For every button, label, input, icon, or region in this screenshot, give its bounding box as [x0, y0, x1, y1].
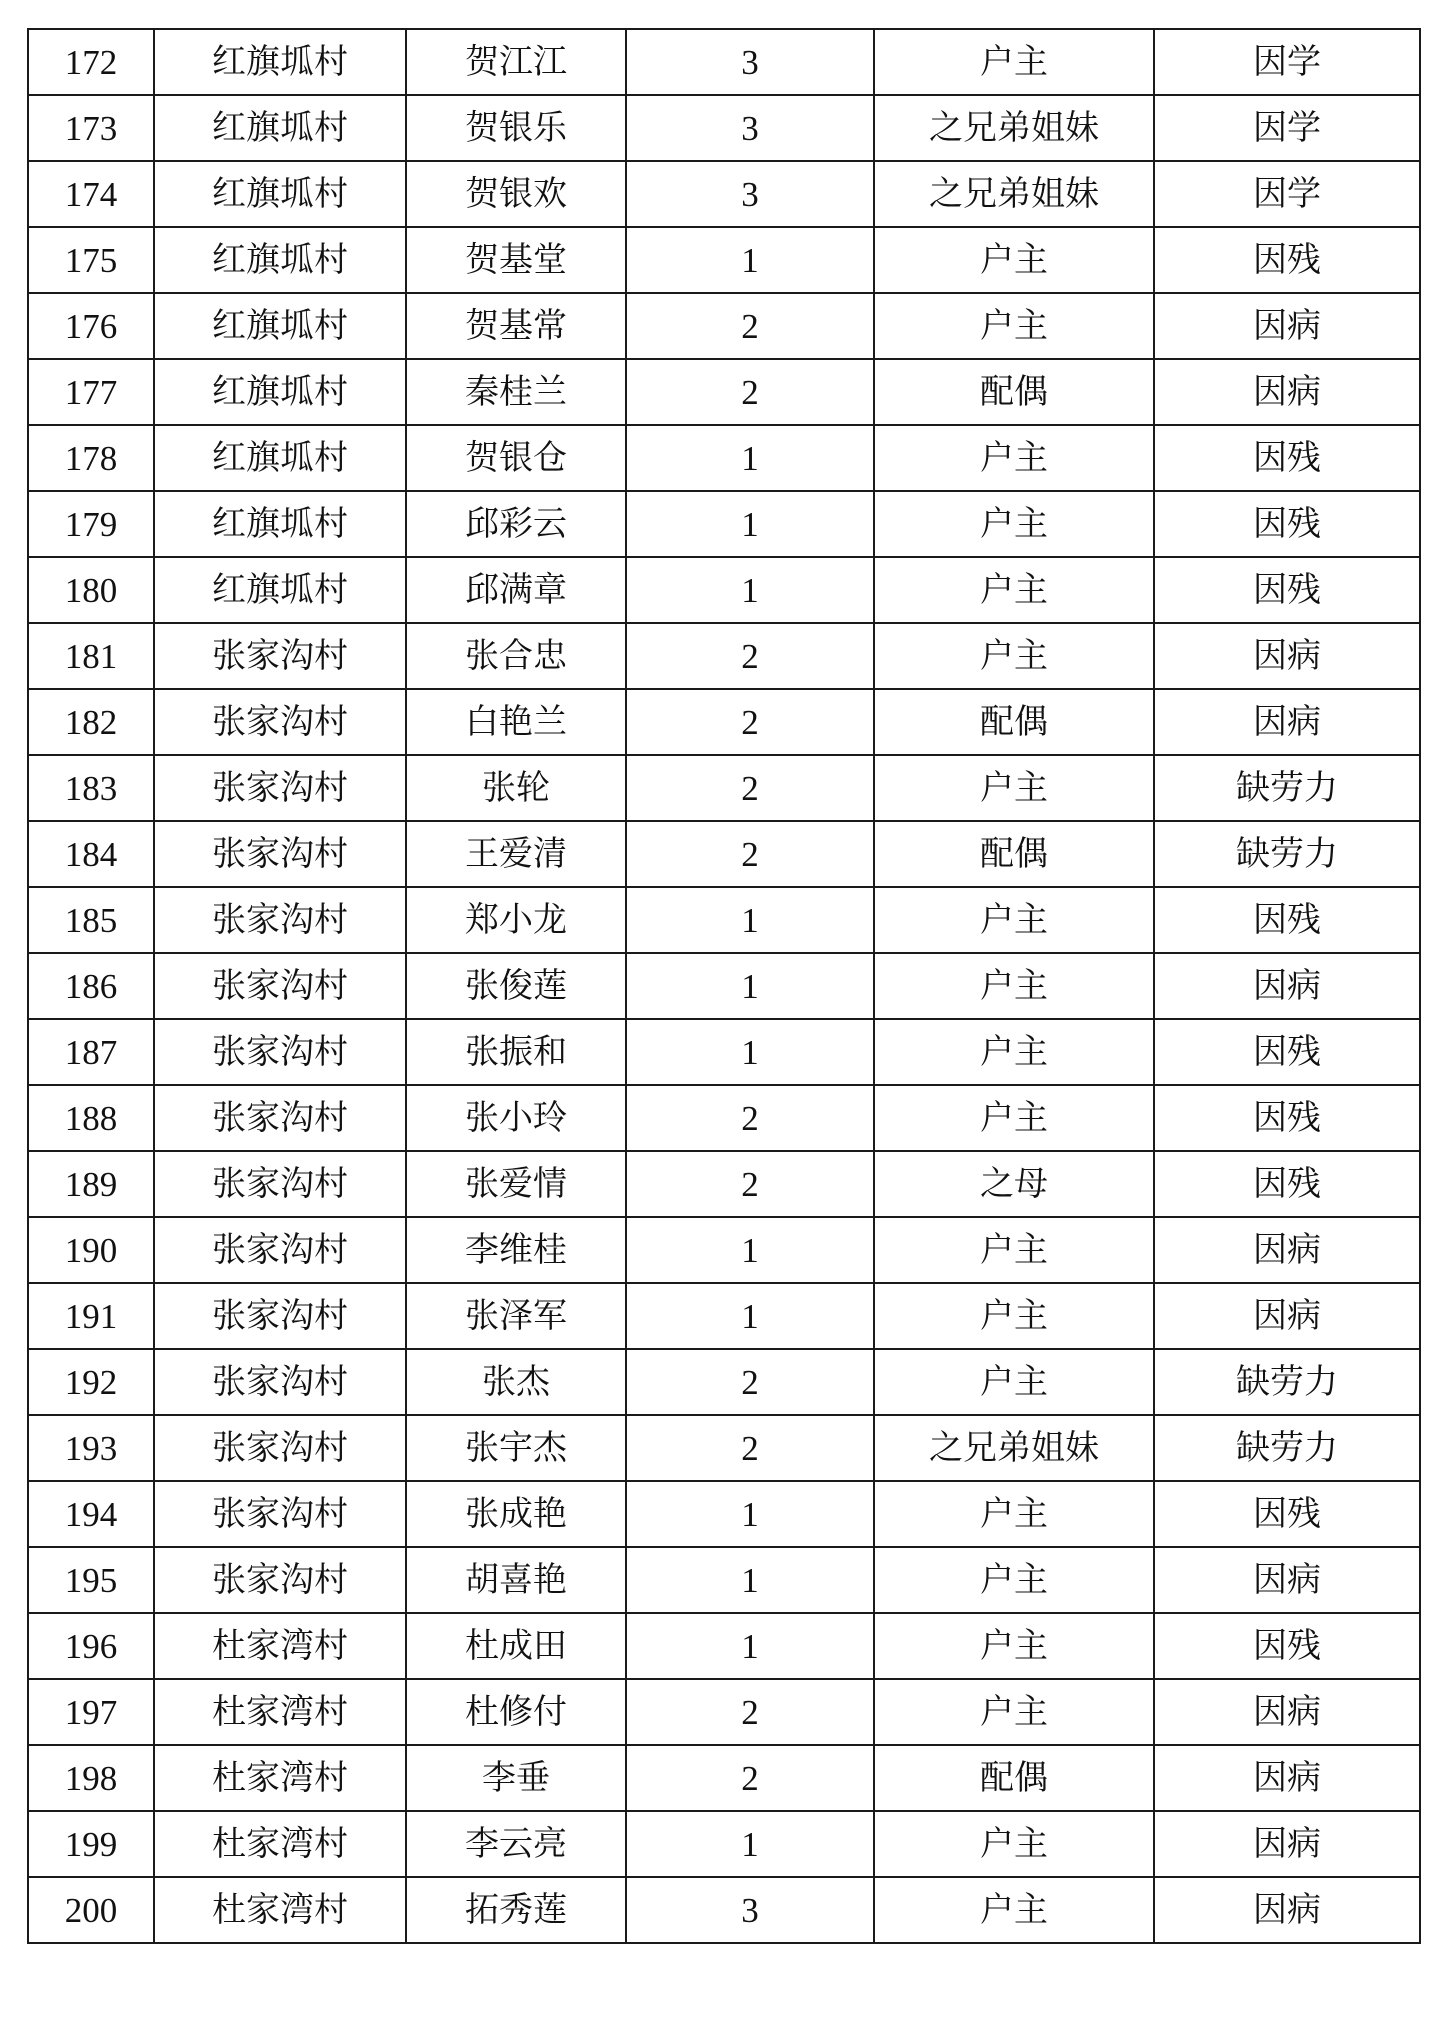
- cell-relation: 户主: [874, 1877, 1154, 1943]
- cell-poverty-cause: 因残: [1154, 1019, 1420, 1085]
- cell-poverty-cause: 缺劳力: [1154, 821, 1420, 887]
- cell-relation: 之兄弟姐妹: [874, 95, 1154, 161]
- cell-village: 杜家湾村: [154, 1811, 406, 1877]
- cell-relation: 之兄弟姐妹: [874, 161, 1154, 227]
- cell-poverty-cause: 因残: [1154, 1613, 1420, 1679]
- cell-name: 胡喜艳: [406, 1547, 626, 1613]
- cell-relation: 户主: [874, 1679, 1154, 1745]
- cell-poverty-cause: 因病: [1154, 953, 1420, 1019]
- cell-relation: 户主: [874, 1547, 1154, 1613]
- cell-poverty-cause: 因病: [1154, 689, 1420, 755]
- cell-household-size: 1: [626, 953, 874, 1019]
- cell-name: 白艳兰: [406, 689, 626, 755]
- table-row: [28, 1349, 1420, 1415]
- table-row: [28, 1679, 1420, 1745]
- table-row: [28, 821, 1420, 887]
- cell-household-size: 2: [626, 1415, 874, 1481]
- cell-index: 178: [28, 425, 154, 491]
- cell-household-size: 1: [626, 887, 874, 953]
- table-row: [28, 1481, 1420, 1547]
- cell-relation: 户主: [874, 557, 1154, 623]
- cell-poverty-cause: 因残: [1154, 887, 1420, 953]
- cell-poverty-cause: 因病: [1154, 1811, 1420, 1877]
- cell-village: 红旗坬村: [154, 161, 406, 227]
- cell-name: 拓秀莲: [406, 1877, 626, 1943]
- table-row: [28, 95, 1420, 161]
- cell-village: 张家沟村: [154, 1547, 406, 1613]
- cell-relation: 户主: [874, 1217, 1154, 1283]
- cell-index: 188: [28, 1085, 154, 1151]
- cell-household-size: 1: [626, 227, 874, 293]
- table-row: [28, 1547, 1420, 1613]
- cell-village: 张家沟村: [154, 1415, 406, 1481]
- cell-index: 192: [28, 1349, 154, 1415]
- cell-index: 179: [28, 491, 154, 557]
- table-row: [28, 1151, 1420, 1217]
- cell-index: 183: [28, 755, 154, 821]
- cell-index: 195: [28, 1547, 154, 1613]
- cell-name: 贺基常: [406, 293, 626, 359]
- cell-relation: 户主: [874, 1481, 1154, 1547]
- cell-name: 李维桂: [406, 1217, 626, 1283]
- cell-household-size: 1: [626, 1547, 874, 1613]
- cell-relation: 户主: [874, 425, 1154, 491]
- cell-name: 张杰: [406, 1349, 626, 1415]
- cell-village: 张家沟村: [154, 1349, 406, 1415]
- cell-relation: 户主: [874, 227, 1154, 293]
- cell-relation: 户主: [874, 887, 1154, 953]
- cell-household-size: 3: [626, 161, 874, 227]
- cell-name: 杜成田: [406, 1613, 626, 1679]
- cell-index: 186: [28, 953, 154, 1019]
- cell-household-size: 2: [626, 755, 874, 821]
- cell-index: 185: [28, 887, 154, 953]
- cell-household-size: 2: [626, 689, 874, 755]
- cell-relation: 户主: [874, 1613, 1154, 1679]
- cell-index: 194: [28, 1481, 154, 1547]
- cell-village: 红旗坬村: [154, 425, 406, 491]
- cell-name: 秦桂兰: [406, 359, 626, 425]
- cell-relation: 配偶: [874, 359, 1154, 425]
- table-row: [28, 1613, 1420, 1679]
- cell-village: 杜家湾村: [154, 1877, 406, 1943]
- table-row: [28, 755, 1420, 821]
- cell-village: 杜家湾村: [154, 1745, 406, 1811]
- cell-village: 张家沟村: [154, 755, 406, 821]
- cell-village: 张家沟村: [154, 1019, 406, 1085]
- table-row: [28, 1745, 1420, 1811]
- cell-poverty-cause: 因学: [1154, 95, 1420, 161]
- cell-village: 红旗坬村: [154, 95, 406, 161]
- cell-relation: 户主: [874, 1349, 1154, 1415]
- table-row: [28, 491, 1420, 557]
- table-row: [28, 1217, 1420, 1283]
- cell-poverty-cause: 因病: [1154, 1217, 1420, 1283]
- cell-village: 张家沟村: [154, 1283, 406, 1349]
- cell-village: 红旗坬村: [154, 293, 406, 359]
- cell-household-size: 2: [626, 1679, 874, 1745]
- cell-household-size: 1: [626, 491, 874, 557]
- cell-poverty-cause: 因病: [1154, 1547, 1420, 1613]
- cell-poverty-cause: 因病: [1154, 1679, 1420, 1745]
- cell-poverty-cause: 因学: [1154, 29, 1420, 95]
- cell-name: 张爱情: [406, 1151, 626, 1217]
- table-row: [28, 887, 1420, 953]
- cell-village: 张家沟村: [154, 1151, 406, 1217]
- cell-index: 184: [28, 821, 154, 887]
- cell-household-size: 1: [626, 1811, 874, 1877]
- cell-name: 张俊莲: [406, 953, 626, 1019]
- cell-household-size: 2: [626, 1151, 874, 1217]
- cell-household-size: 1: [626, 1217, 874, 1283]
- cell-index: 180: [28, 557, 154, 623]
- cell-relation: 之兄弟姐妹: [874, 1415, 1154, 1481]
- cell-household-size: 2: [626, 821, 874, 887]
- cell-relation: 户主: [874, 29, 1154, 95]
- cell-poverty-cause: 缺劳力: [1154, 1415, 1420, 1481]
- cell-village: 红旗坬村: [154, 227, 406, 293]
- table-row: [28, 1019, 1420, 1085]
- cell-poverty-cause: 因残: [1154, 1481, 1420, 1547]
- cell-relation: 户主: [874, 1811, 1154, 1877]
- cell-relation: 配偶: [874, 1745, 1154, 1811]
- table-row: [28, 29, 1420, 95]
- cell-relation: 户主: [874, 1019, 1154, 1085]
- cell-household-size: 2: [626, 623, 874, 689]
- cell-village: 张家沟村: [154, 821, 406, 887]
- cell-household-size: 3: [626, 1877, 874, 1943]
- cell-relation: 户主: [874, 623, 1154, 689]
- cell-village: 张家沟村: [154, 1481, 406, 1547]
- cell-name: 张小玲: [406, 1085, 626, 1151]
- cell-index: 177: [28, 359, 154, 425]
- cell-poverty-cause: 因病: [1154, 1745, 1420, 1811]
- cell-poverty-cause: 缺劳力: [1154, 1349, 1420, 1415]
- cell-index: 199: [28, 1811, 154, 1877]
- table-row: [28, 953, 1420, 1019]
- cell-name: 贺银仓: [406, 425, 626, 491]
- cell-index: 191: [28, 1283, 154, 1349]
- cell-index: 200: [28, 1877, 154, 1943]
- cell-name: 贺基堂: [406, 227, 626, 293]
- cell-relation: 之母: [874, 1151, 1154, 1217]
- cell-village: 杜家湾村: [154, 1613, 406, 1679]
- table-row: [28, 227, 1420, 293]
- table-row: [28, 689, 1420, 755]
- cell-poverty-cause: 因残: [1154, 557, 1420, 623]
- cell-name: 杜修付: [406, 1679, 626, 1745]
- cell-household-size: 2: [626, 1745, 874, 1811]
- table-row: [28, 1877, 1420, 1943]
- cell-index: 176: [28, 293, 154, 359]
- cell-poverty-cause: 因病: [1154, 1283, 1420, 1349]
- cell-village: 红旗坬村: [154, 29, 406, 95]
- cell-poverty-cause: 因病: [1154, 623, 1420, 689]
- cell-household-size: 2: [626, 1085, 874, 1151]
- cell-household-size: 1: [626, 557, 874, 623]
- cell-index: 172: [28, 29, 154, 95]
- cell-household-size: 1: [626, 1613, 874, 1679]
- cell-name: 贺银欢: [406, 161, 626, 227]
- cell-household-size: 1: [626, 1283, 874, 1349]
- cell-name: 张宇杰: [406, 1415, 626, 1481]
- cell-village: 张家沟村: [154, 689, 406, 755]
- cell-relation: 配偶: [874, 821, 1154, 887]
- cell-household-size: 1: [626, 425, 874, 491]
- cell-village: 张家沟村: [154, 1085, 406, 1151]
- cell-index: 187: [28, 1019, 154, 1085]
- table-row: [28, 623, 1420, 689]
- cell-name: 贺银乐: [406, 95, 626, 161]
- table-row: [28, 1283, 1420, 1349]
- cell-index: 190: [28, 1217, 154, 1283]
- cell-name: 邱满章: [406, 557, 626, 623]
- cell-index: 189: [28, 1151, 154, 1217]
- table-row: [28, 557, 1420, 623]
- cell-household-size: 2: [626, 359, 874, 425]
- cell-poverty-cause: 因残: [1154, 1151, 1420, 1217]
- cell-name: 张轮: [406, 755, 626, 821]
- cell-relation: 户主: [874, 953, 1154, 1019]
- cell-village: 张家沟村: [154, 623, 406, 689]
- cell-village: 红旗坬村: [154, 557, 406, 623]
- cell-village: 张家沟村: [154, 887, 406, 953]
- cell-index: 182: [28, 689, 154, 755]
- cell-poverty-cause: 缺劳力: [1154, 755, 1420, 821]
- cell-name: 李云亮: [406, 1811, 626, 1877]
- table-row: [28, 1415, 1420, 1481]
- cell-name: 李垂: [406, 1745, 626, 1811]
- poverty-household-table: [27, 28, 1421, 1944]
- cell-index: 181: [28, 623, 154, 689]
- table-row: [28, 1811, 1420, 1877]
- cell-village: 红旗坬村: [154, 359, 406, 425]
- cell-index: 197: [28, 1679, 154, 1745]
- cell-relation: 户主: [874, 293, 1154, 359]
- cell-poverty-cause: 因残: [1154, 491, 1420, 557]
- cell-name: 邱彩云: [406, 491, 626, 557]
- cell-relation: 户主: [874, 491, 1154, 557]
- cell-poverty-cause: 因残: [1154, 425, 1420, 491]
- cell-household-size: 1: [626, 1481, 874, 1547]
- cell-household-size: 2: [626, 1349, 874, 1415]
- cell-household-size: 1: [626, 1019, 874, 1085]
- table-row: [28, 293, 1420, 359]
- cell-name: 贺江江: [406, 29, 626, 95]
- cell-name: 张振和: [406, 1019, 626, 1085]
- cell-village: 红旗坬村: [154, 491, 406, 557]
- cell-index: 193: [28, 1415, 154, 1481]
- cell-index: 174: [28, 161, 154, 227]
- cell-name: 王爱清: [406, 821, 626, 887]
- cell-name: 张成艳: [406, 1481, 626, 1547]
- cell-index: 198: [28, 1745, 154, 1811]
- cell-index: 196: [28, 1613, 154, 1679]
- cell-poverty-cause: 因病: [1154, 1877, 1420, 1943]
- cell-poverty-cause: 因病: [1154, 293, 1420, 359]
- cell-poverty-cause: 因残: [1154, 1085, 1420, 1151]
- cell-village: 杜家湾村: [154, 1679, 406, 1745]
- table-row: [28, 161, 1420, 227]
- cell-index: 173: [28, 95, 154, 161]
- table-row: [28, 359, 1420, 425]
- cell-poverty-cause: 因残: [1154, 227, 1420, 293]
- cell-index: 175: [28, 227, 154, 293]
- cell-poverty-cause: 因学: [1154, 161, 1420, 227]
- cell-poverty-cause: 因病: [1154, 359, 1420, 425]
- table-body: [28, 29, 1420, 1943]
- cell-name: 张泽军: [406, 1283, 626, 1349]
- cell-name: 张合忠: [406, 623, 626, 689]
- cell-household-size: 2: [626, 293, 874, 359]
- cell-household-size: 3: [626, 95, 874, 161]
- cell-relation: 配偶: [874, 689, 1154, 755]
- cell-name: 郑小龙: [406, 887, 626, 953]
- cell-household-size: 3: [626, 29, 874, 95]
- cell-relation: 户主: [874, 1283, 1154, 1349]
- cell-village: 张家沟村: [154, 953, 406, 1019]
- table-row: [28, 1085, 1420, 1151]
- cell-relation: 户主: [874, 1085, 1154, 1151]
- cell-village: 张家沟村: [154, 1217, 406, 1283]
- cell-relation: 户主: [874, 755, 1154, 821]
- table-row: [28, 425, 1420, 491]
